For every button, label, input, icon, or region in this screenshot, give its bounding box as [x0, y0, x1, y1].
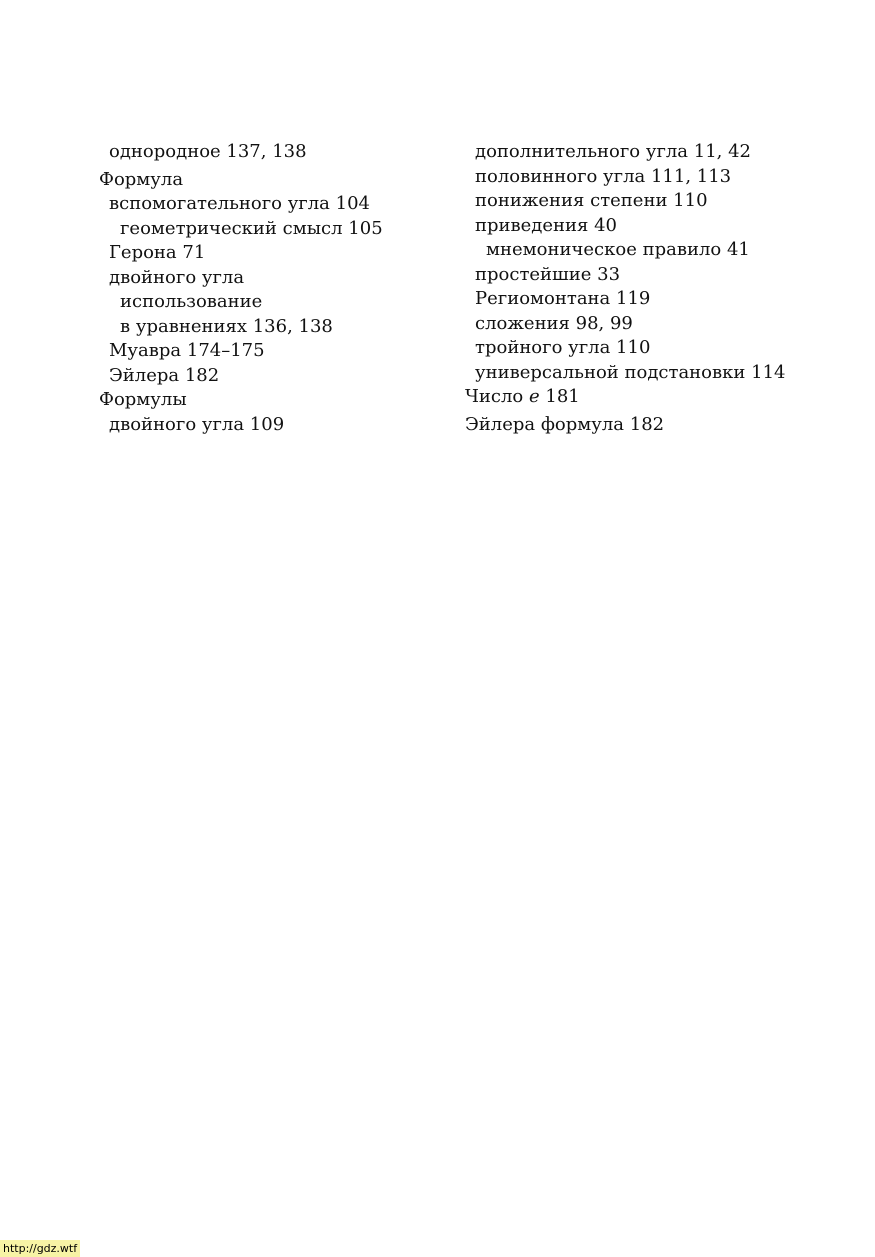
index-entry: сложения 98, 99: [475, 312, 633, 334]
index-subentry: геометрический смысл 105: [120, 217, 383, 239]
index-entry: двойного угла: [109, 266, 245, 288]
index-heading: Эйлера формула 182: [465, 413, 665, 435]
index-entry: половинного угла 111, 113: [475, 165, 732, 187]
index-entry: универсальной подстановки 114: [475, 361, 786, 383]
index-entry: однородное 137, 138: [109, 141, 307, 162]
index-column-left: [99, 140, 439, 437]
index-column-right: [465, 140, 865, 437]
index-heading-text: Число: [465, 386, 529, 407]
index-entry: простейшие 33: [475, 263, 621, 285]
index-subentry: в уравнениях 136, 138: [120, 315, 333, 337]
index-entry: дополнительного угла 11, 42: [475, 141, 752, 162]
index-entry: понижения степени 110: [475, 190, 708, 211]
index-heading: [465, 385, 865, 410]
index-entry: двойного угла 109: [109, 413, 285, 435]
index-entry: приведения 40: [475, 214, 618, 236]
index-subentry: мнемоническое правило 41: [486, 239, 750, 260]
index-entry: Герона 71: [109, 242, 206, 263]
index-entry: Региомонтана 119: [475, 288, 651, 309]
index-entry: тройного угла 110: [475, 337, 651, 358]
footer-watermark-link[interactable]: http://gdz.wtf: [0, 1240, 80, 1257]
index-entry: вспомогательного угла 104: [109, 193, 370, 214]
index-subentry: использование: [120, 291, 263, 312]
index-heading: Формулы: [99, 389, 187, 410]
math-symbol-e: e: [528, 386, 540, 407]
index-entry: Муавра 174–175: [109, 340, 265, 361]
index-heading: Формула: [99, 168, 184, 190]
index-entry: Эйлера 182: [109, 364, 220, 386]
index-page-number: 181: [539, 386, 580, 407]
